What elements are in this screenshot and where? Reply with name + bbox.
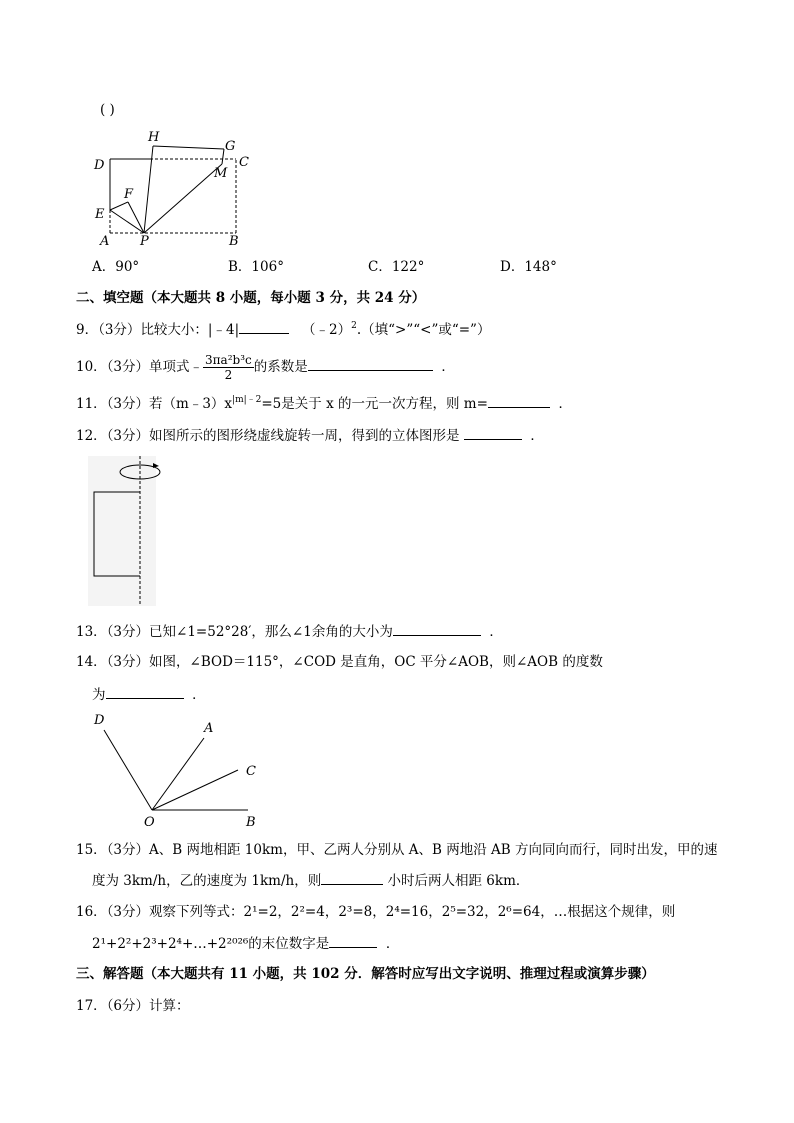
- question-10: [76, 350, 455, 384]
- question-16-cont: [92, 933, 399, 954]
- q14-text2: 为: [92, 687, 106, 703]
- label-p: P: [140, 234, 149, 249]
- q16-text: 观察下列等式：2¹=2，2²=4，2³=8，2⁴=16，2⁵=32，2⁶=64，…根据这个规律，则: [149, 904, 676, 920]
- q9-exp: 2: [351, 321, 357, 331]
- q15-text2b: 小时后两人相距 6km．: [387, 873, 530, 889]
- question-15: [76, 840, 717, 860]
- q14-figure: [88, 710, 268, 832]
- question-13: [76, 621, 503, 642]
- q13-end: ．: [489, 624, 503, 640]
- q9-score: （3分）: [98, 322, 141, 338]
- label-e: E: [95, 207, 105, 222]
- option-c: C．122°: [368, 259, 425, 275]
- q10-fraction: [203, 353, 254, 382]
- q15-blank[interactable]: [321, 870, 383, 885]
- question-11: [76, 393, 572, 414]
- q12-score: （3分）: [106, 428, 150, 444]
- label-b2: B: [246, 815, 256, 830]
- q8-figure: [88, 126, 258, 250]
- q9-text-c: .（填“>”“<”或“=”）: [356, 322, 491, 338]
- option-d: D．148°: [500, 259, 557, 275]
- question-14-cont: [92, 684, 206, 705]
- label-a: A: [100, 234, 110, 249]
- q11-end: ．: [558, 396, 572, 412]
- answer-paren: ( ): [100, 102, 115, 118]
- q17-score: （6分）: [106, 998, 150, 1014]
- q10-score: （3分）: [106, 359, 150, 375]
- label-a2: A: [204, 721, 214, 736]
- question-16: [76, 902, 675, 922]
- question-15-cont: [92, 870, 529, 891]
- q12-text: 如图所示的图形绕虚线旋转一周，得到的立体图形是: [149, 428, 460, 444]
- question-17: [76, 996, 190, 1016]
- q15-text2a: 度为 3km/h，乙的速度为 1km/h，则: [92, 873, 322, 889]
- label-c2: C: [246, 764, 256, 779]
- label-c: C: [239, 155, 249, 170]
- q16-num: 16．: [76, 904, 107, 920]
- q16-blank[interactable]: [329, 933, 377, 948]
- option-b: B．106°: [228, 259, 284, 275]
- q15-num: 15．: [76, 842, 107, 858]
- q9-text-b: （﹣2）: [302, 322, 352, 338]
- option-a: A．90°: [92, 259, 140, 275]
- q13-score: （3分）: [106, 624, 150, 640]
- q11-num: 11．: [76, 396, 107, 412]
- label-h: H: [148, 130, 160, 145]
- q15-text: A、B 两地相距 10km，甲、乙两人分别从 A、B 两地沿 AB 方向同向而行，同时出发，甲的速: [149, 842, 718, 858]
- q12-figure: [86, 454, 166, 610]
- q11-text-b: =5是关于 x 的一元一次方程，则 m=: [261, 396, 488, 412]
- q10-text-a: 单项式﹣: [149, 359, 204, 375]
- q12-blank[interactable]: [464, 425, 522, 440]
- q11-score: （3分）: [106, 396, 150, 412]
- question-12: [76, 425, 544, 446]
- q11-blank[interactable]: [488, 393, 550, 408]
- label-d2: D: [94, 713, 105, 728]
- q10-frac-num: 3πa²b³c: [205, 353, 252, 367]
- q13-blank[interactable]: [393, 621, 481, 636]
- q14-text: 如图，∠BOD＝115°，∠COD 是直角，OC 平分∠AOB，则∠AOB 的度数: [149, 654, 603, 670]
- q14-blank[interactable]: [106, 684, 184, 699]
- q10-frac-den: 2: [224, 368, 233, 382]
- q17-num: 17．: [76, 998, 107, 1014]
- q14-num: 14．: [76, 654, 107, 670]
- q14-score: （3分）: [106, 654, 150, 670]
- question-9: [76, 319, 490, 340]
- q17-text: 计算：: [149, 998, 190, 1014]
- q13-num: 13．: [76, 624, 107, 640]
- label-b: B: [229, 234, 239, 249]
- q12-num: 12．: [76, 428, 107, 444]
- q10-text-b: 的系数是: [253, 359, 308, 375]
- q11-text-a: 若（m﹣3）x: [149, 396, 233, 412]
- q15-score: （3分）: [106, 842, 150, 858]
- label-o2: O: [144, 815, 155, 830]
- q9-num: 9．: [76, 322, 99, 338]
- q11-exp: |m|﹣2: [232, 395, 262, 405]
- q12-end: ．: [530, 428, 544, 444]
- q10-num: 10．: [76, 359, 107, 375]
- label-g: G: [225, 139, 236, 154]
- label-f: F: [124, 187, 134, 202]
- q16-score: （3分）: [106, 904, 150, 920]
- question-14: [76, 652, 603, 672]
- q14-end: ．: [192, 687, 206, 703]
- q10-end: ．: [441, 359, 455, 375]
- q9-blank[interactable]: [239, 319, 289, 334]
- q13-text: 已知∠1=52°28′，那么∠1余角的大小为: [149, 624, 393, 640]
- label-m: M: [214, 166, 228, 181]
- q9-text-a: 比较大小：|﹣4|: [140, 322, 240, 338]
- q10-blank[interactable]: [308, 356, 433, 371]
- q16-text2: 2¹+2²+2³+2⁴+…+2²⁰²⁶的末位数字是: [92, 936, 330, 952]
- section-3-title: 三、解答题（本大题共有 11 小题，共 102 分．解答时应写出文字说明、推理过程或演算步骤）: [76, 966, 655, 982]
- label-d: D: [94, 158, 105, 173]
- section-2-title: 二、填空题（本大题共 8 小题，每小题 3 分，共 24 分）: [76, 290, 426, 306]
- q16-end: ．: [385, 936, 400, 952]
